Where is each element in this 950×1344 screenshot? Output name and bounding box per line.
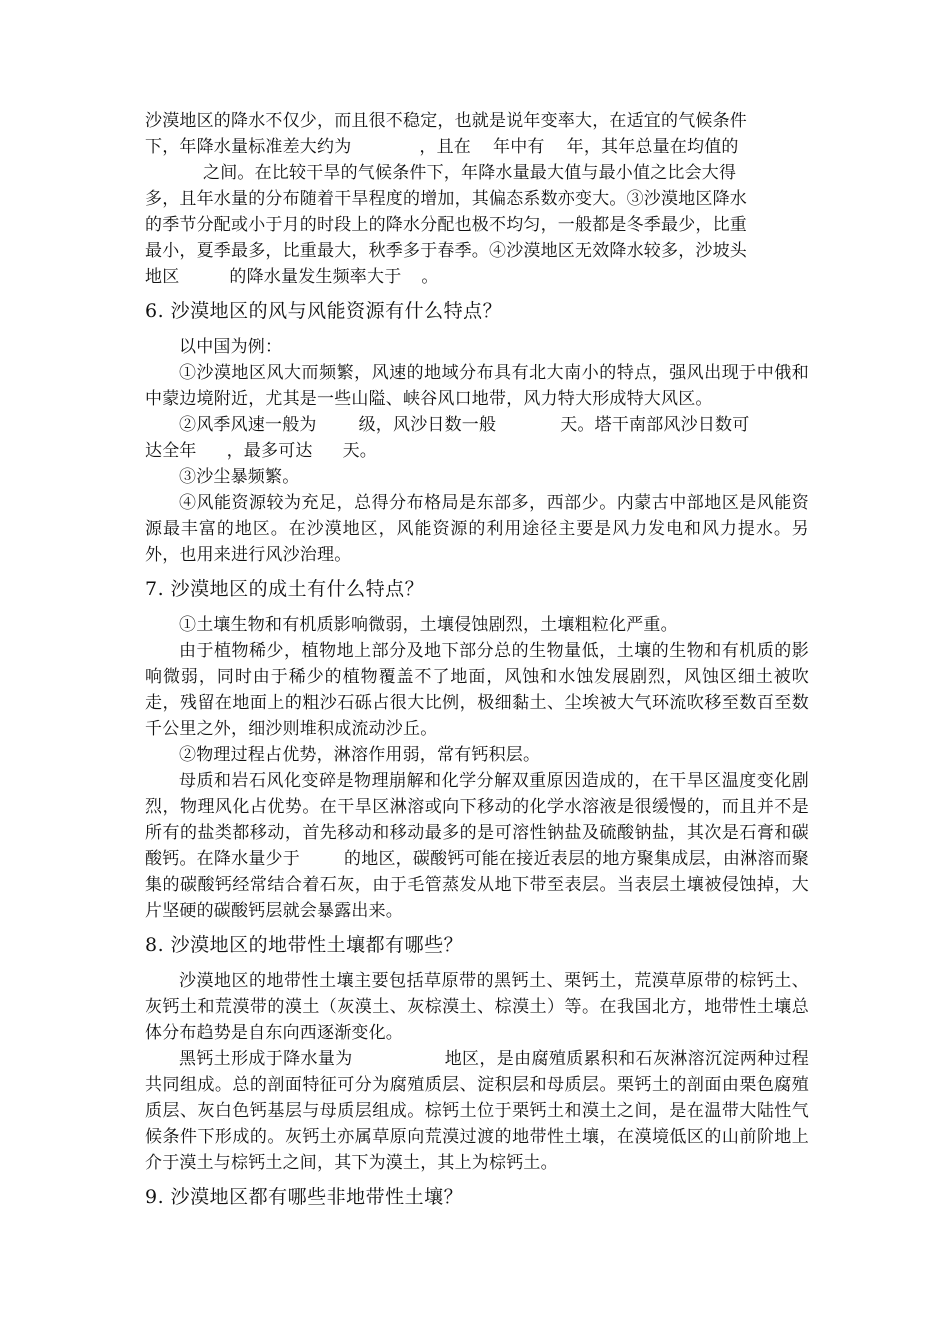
section-6-paragraph-2: ①沙漠地区风大而频繁，风速的地域分布具有北大南小的特点，强风出现于中俄和中蒙边境附近，尤其是一些山隘、峡谷风口地带，风力特大形成特大风区。: [145, 363, 809, 409]
document-content: [145, 108, 809, 1212]
section-7-paragraph-1: ①土壤生物和有机质影响微弱，土壤侵蚀剧烈，土壤粗粒化严重。: [179, 615, 678, 635]
section-6-heading: 6. 沙漠地区的风与风能资源有什么特点？: [145, 300, 503, 322]
intro-paragraph: 沙漠地区的降水不仅少，而且很不稳定，也就是说年变率大，在适宜的气候条件 下，年降水量标准差大约为 ，且在 年中有 年，其年总量在均值的 之间。在比较干旱的气候条件下，年降水量最大值与最小值之比会大得 多，且年水量的分布随着干旱程度的增加，其偏态系数亦变大。③沙漠地区降水 的季节分配或小于月的时段上的降水分配也极不均匀，一般都是冬季最少，比重 最小，夏季最多，比重最大，秋季多于春季。④沙漠地区无效降水较多，沙坡头 地区 的降水量发生频率大于 。: [145, 111, 747, 287]
section-8-paragraph-2: 黑钙土形成于降水量为 地区，是由腐殖质累积和石灰淋溶沉淀两种过程共同组成。总的剖面特征可分为腐殖质层、淀积层和母质层。栗钙土的剖面由栗色腐殖质层、灰白色钙基层与母质层组成。棕钙土位于栗钙土和漠土之间，是在温带大陆性气候条件下形成的。灰钙土亦属草原向荒漠过渡的地带性土壤，在漠境低区的山前阶地上介于漠土与棕钙土之间，其下为漠土，其上为棕钙土。: [145, 1049, 809, 1173]
intro-line-1: 沙漠地区的降水不仅少，而且很不稳定，也就是说年变率大，在适宜的气候条件: [145, 111, 747, 131]
section-7-paragraph-3: ②物理过程占优势，淋溶作用弱，常有钙积层。: [179, 745, 541, 765]
section-8-paragraph-1: 沙漠地区的地带性土壤主要包括草原带的黑钙土、栗钙土，荒漠草原带的棕钙土、灰钙土和荒漠带的漠土（灰漠土、灰棕漠土、棕漠土）等。在我国北方，地带性土壤总体分布趋势是自东向西逐渐变化。: [145, 971, 809, 1043]
section-7-paragraph-4: 母质和岩石风化变碎是物理崩解和化学分解双重原因造成的，在干旱区温度变化剧烈，物理风化占优势。在干旱区淋溶或向下移动的化学水溶液是很缓慢的，而且并不是所有的盐类都移动，首先移动和移动最多的是可溶性钠盐及硫酸钠盐，其次是石膏和碳酸钙。在降水量少于 的地区，碳酸钙可能在接近表层的地方聚集成层，由淋溶而聚集的碳酸钙经常结合着石灰，由于毛管蒸发从地下带至表层。当表层土壤被侵蚀掉，大片坚硬的碳酸钙层就会暴露出来。: [145, 771, 809, 921]
section-6-paragraph-3: ②风季风速一般为 级，风沙日数一般 天。塔干南部风沙日数可 达全年 ，最多可达 天。: [145, 415, 750, 461]
section-8-heading: 8. 沙漠地区的地带性土壤都有哪些？: [145, 934, 464, 956]
section-7-heading: 7. 沙漠地区的成土有什么特点？: [145, 578, 425, 600]
section-6-paragraph-5: ④风能资源较为充足，总得分布格局是东部多，西部少。内蒙古中部地区是风能资源最丰富的地区。在沙漠地区，风能资源的利用途径主要是风力发电和风力提水。另外，也用来进行风沙治理。: [145, 493, 809, 565]
section-9-heading: 9. 沙漠地区都有哪些非地带性土壤？: [145, 1186, 464, 1208]
section-6-paragraph-1: 以中国为例：: [179, 337, 283, 357]
section-7-paragraph-2: 由于植物稀少，植物地上部分及地下部分总的生物量低，土壤的生物和有机质的影响微弱，同时由于稀少的植物覆盖不了地面，风蚀和水蚀发展剧烈，风蚀区细土被吹走，残留在地面上的粗沙石砾占很大比例，极细黏土、尘埃被大气环流吹移至数百至数千公里之外，细沙则堆积成流动沙丘。: [145, 641, 809, 739]
section-6-paragraph-4: ③沙尘暴频繁。: [179, 467, 300, 487]
